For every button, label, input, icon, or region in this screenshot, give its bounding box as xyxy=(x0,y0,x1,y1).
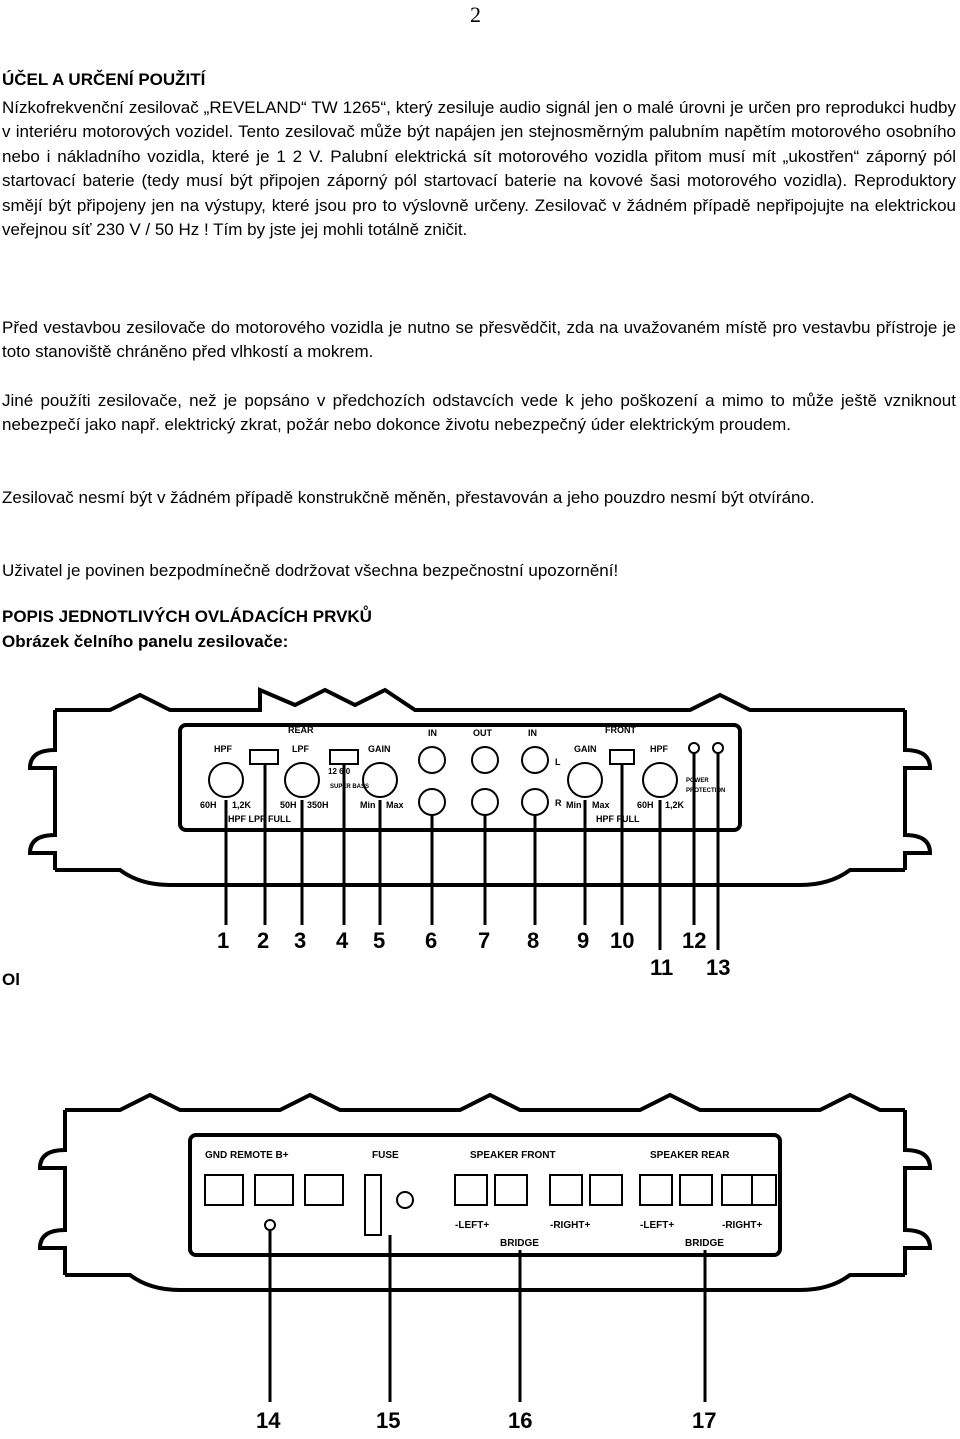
rca-out-r-icon xyxy=(472,789,498,815)
rear-left-minus-terminal-icon xyxy=(640,1175,672,1205)
label-speaker-rear: SPEAKER REAR xyxy=(650,1150,730,1161)
paragraph-no-modification: Zesilovač nesmí být v žádném případě konstrukčně měněn, přestavován a jeho pouzdro nesmí být otvíráno. xyxy=(2,488,815,507)
label-min2: Min xyxy=(566,800,582,810)
label-60h: 60H xyxy=(200,800,217,810)
front-right-plus-terminal-icon xyxy=(590,1175,622,1205)
label-50h: 50H xyxy=(280,800,297,810)
callout-14: 14 xyxy=(256,1408,281,1433)
figure-caption-front: Obrázek čelního panelu zesilovače: xyxy=(2,632,289,651)
label-out: OUT xyxy=(473,728,492,738)
rca-out-l-icon xyxy=(472,747,498,773)
section-heading-purpose: ÚČEL A URČENÍ POUŽITÍ xyxy=(2,70,206,89)
label-hpf-lpf-full: HPF LPF FULL xyxy=(228,814,291,824)
label-l: L xyxy=(555,757,561,767)
label-front: FRONT xyxy=(605,725,636,735)
label-right2: -RIGHT+ xyxy=(722,1220,763,1231)
remote-terminal-icon xyxy=(255,1175,293,1205)
label-max2: Max xyxy=(592,800,610,810)
front-left-plus-terminal-icon xyxy=(495,1175,527,1205)
label-bass-values: 12 6 0 xyxy=(328,767,351,776)
paragraph-other-use: Jiné použíti zesilovače, než je popsáno v předchozích odstavcích vede k jeho poškození a mimo to může ještě vzniknout nebezpečí jako např. elektrický zkrat, požár nebo dokonce životu nebezpečný úder elektrickým proudem. xyxy=(2,391,956,435)
power-led-icon xyxy=(689,743,699,753)
rear-callout-numbers xyxy=(256,1408,716,1433)
label-left: -LEFT+ xyxy=(455,1220,490,1231)
label-protection: PROTECTION xyxy=(686,788,726,794)
label-gain2: GAIN xyxy=(574,744,597,754)
label-lpf: LPF xyxy=(292,744,309,754)
callout-8: 8 xyxy=(527,928,540,953)
callout-5: 5 xyxy=(373,928,386,953)
label-right: -RIGHT+ xyxy=(550,1220,591,1231)
label-350h: 350H xyxy=(307,800,329,810)
callout-17: 17 xyxy=(692,1408,717,1433)
ground-screw-icon xyxy=(265,1220,275,1230)
label-speaker-front: SPEAKER FRONT xyxy=(470,1150,556,1161)
label-hpf-full: HPF FULL xyxy=(596,814,640,824)
fuse-icon xyxy=(365,1175,381,1235)
label-bridge: BRIDGE xyxy=(500,1238,539,1249)
callout-2: 2 xyxy=(257,928,270,953)
paragraph-safety-warnings: Uživatel je povinen bezpodmínečně dodržovat všechna bezpečnostní upozornění! xyxy=(2,561,619,580)
callout-9: 9 xyxy=(577,928,590,953)
front-left-minus-terminal-icon xyxy=(455,1175,487,1205)
hpf-knob-icon xyxy=(209,763,243,797)
callout-1: 1 xyxy=(217,928,230,953)
rca-in-r-icon xyxy=(419,789,445,815)
rca-in2-l-icon xyxy=(522,747,548,773)
label-rear: REAR xyxy=(288,725,314,735)
front-right-minus-terminal-icon xyxy=(550,1175,582,1205)
front-panel-outline xyxy=(30,690,930,885)
callout-11: 11 xyxy=(650,955,674,980)
rear-left-plus-terminal-icon xyxy=(680,1175,712,1205)
cut-off-text: Ol xyxy=(2,970,20,989)
lpf-knob-icon xyxy=(285,763,319,797)
callout-15: 15 xyxy=(376,1408,401,1433)
callout-7: 7 xyxy=(478,928,491,953)
paragraph-installation: Před vestavbou zesilovače do motorového vozidla je nutno se přesvědčit, zda na uvažovaném místě pro vestavbu přístroje je toto stanoviště chráněno před vlhkostí a mokrem. xyxy=(2,318,956,362)
gnd-terminal-icon xyxy=(205,1175,243,1205)
label-hpf: HPF xyxy=(214,744,232,754)
label-1-2k-front: 1,2K xyxy=(665,800,685,810)
fuse-screw-icon xyxy=(397,1192,413,1208)
label-max: Max xyxy=(386,800,404,810)
rear-right-plus-terminal-icon xyxy=(752,1175,776,1205)
protection-led-icon xyxy=(713,743,723,753)
label-in2: IN xyxy=(528,728,537,738)
bplus-terminal-icon xyxy=(305,1175,343,1205)
rca-in-l-icon xyxy=(419,747,445,773)
front-callout-numbers xyxy=(217,928,730,980)
front-hpf-knob-icon xyxy=(643,763,677,797)
label-60h-front: 60H xyxy=(637,800,654,810)
rear-right-minus-terminal-icon xyxy=(722,1175,754,1205)
callout-3: 3 xyxy=(294,928,307,953)
page-number: 2 xyxy=(470,2,481,27)
front-gain-knob-icon xyxy=(568,763,602,797)
label-gain: GAIN xyxy=(368,744,391,754)
label-1-2k: 1,2K xyxy=(232,800,252,810)
callout-16: 16 xyxy=(508,1408,533,1433)
rear-filter-switch-icon xyxy=(250,750,278,764)
label-power: POWER xyxy=(686,778,709,784)
gain-knob-icon xyxy=(363,763,397,797)
label-gnd-remote-b: GND REMOTE B+ xyxy=(205,1150,289,1161)
label-super-bass: SUPER BASS xyxy=(330,784,370,790)
front-panel-figure xyxy=(0,670,960,990)
label-fuse: FUSE xyxy=(372,1150,399,1161)
label-left2: -LEFT+ xyxy=(640,1220,675,1231)
callout-6: 6 xyxy=(425,928,438,953)
section-heading-controls: POPIS JEDNOTLIVÝCH OVLÁDACÍCH PRVKŮ xyxy=(2,607,372,626)
label-min: Min xyxy=(360,800,376,810)
paragraph-intro: Nízkofrekvenční zesilovač „REVELAND“ TW 1265“, který zesiluje audio signál jen o malé úrovni je určen pro reprodukci hudby v interiéru motorových vozidel. Tento zesilovač může být napájen jen stejnosměrným palubním napětím motorového osobního nebo i nákladního vozidla, které je 1 2 V. Palubní elektrická sít motorového vozidla přitom musí mít „ukostřen“ záporný pól startovací baterie (tedy musí být připojen záporný pól startovací baterie na kovové šasi motorového vozidla). Reproduktory smějí být připojeny jen na výstupy, které jsou pro to výslovně určeny. Zesilovač v žádném případě nepřipojujte na elektrickou veřejnou síť 230 V / 50 Hz ! Tím by jste jej mohli totálně zničit. xyxy=(2,98,956,240)
bass-switch-icon xyxy=(330,750,358,764)
callout-4: 4 xyxy=(336,928,349,953)
callout-12: 12 xyxy=(682,928,707,953)
front-filter-switch-icon xyxy=(610,750,634,764)
rear-panel-figure xyxy=(0,1080,960,1435)
rca-in2-r-icon xyxy=(522,789,548,815)
label-r: R xyxy=(555,798,562,808)
callout-13: 13 xyxy=(706,955,731,980)
callout-10: 10 xyxy=(610,928,635,953)
label-in: IN xyxy=(428,728,437,738)
label-bridge2: BRIDGE xyxy=(685,1238,724,1249)
label-hpf2: HPF xyxy=(650,744,668,754)
